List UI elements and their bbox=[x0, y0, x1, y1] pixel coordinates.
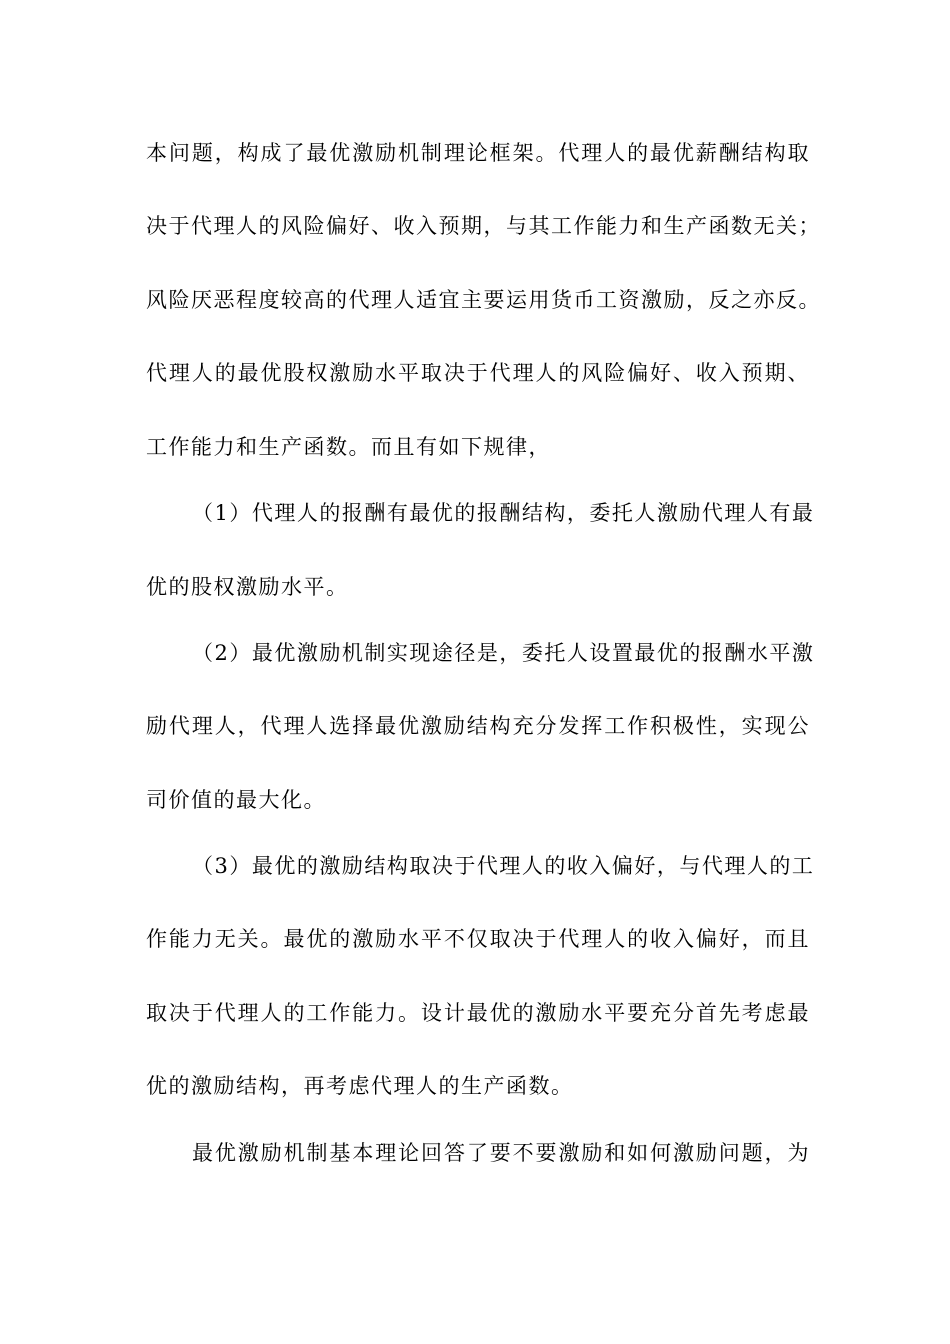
list-item-line: 司价值的最大化。 bbox=[146, 788, 326, 812]
list-item-line: （1）代理人的报酬有最优的报酬结构，委托人激励代理人有最 bbox=[192, 501, 815, 525]
paragraph-line: 风险厌恶程度较高的代理人适宜主要运用货币工资激励，反之亦反。 bbox=[146, 288, 821, 312]
list-item-line: 优的激励结构，再考虑代理人的生产函数。 bbox=[146, 1074, 574, 1098]
list-item-line: 作能力无关。最优的激励水平不仅取决于代理人的收入偏好，而且 bbox=[146, 927, 810, 951]
list-item-line: 取决于代理人的工作能力。设计最优的激励水平要充分首先考虑最 bbox=[146, 1001, 810, 1025]
paragraph-line: 本问题，构成了最优激励机制理论框架。代理人的最优薪酬结构取 bbox=[146, 141, 810, 165]
list-item-line: 励代理人，代理人选择最优激励结构充分发挥工作积极性，实现公 bbox=[146, 714, 810, 738]
paragraph-line: 代理人的最优股权激励水平取决于代理人的风险偏好、收入预期、 bbox=[146, 361, 810, 385]
list-item-line: （3）最优的激励结构取决于代理人的收入偏好，与代理人的工 bbox=[192, 854, 815, 878]
paragraph-line: 决于代理人的风险偏好、收入预期，与其工作能力和生产函数无关； bbox=[146, 214, 821, 238]
list-item-line: （2）最优激励机制实现途径是，委托人设置最优的报酬水平激 bbox=[192, 641, 815, 665]
paragraph-line: 最优激励机制基本理论回答了要不要激励和如何激励问题，为 bbox=[192, 1141, 810, 1165]
list-item-line: 优的股权激励水平。 bbox=[146, 575, 349, 599]
paragraph-line: 工作能力和生产函数。而且有如下规律， bbox=[146, 435, 551, 459]
